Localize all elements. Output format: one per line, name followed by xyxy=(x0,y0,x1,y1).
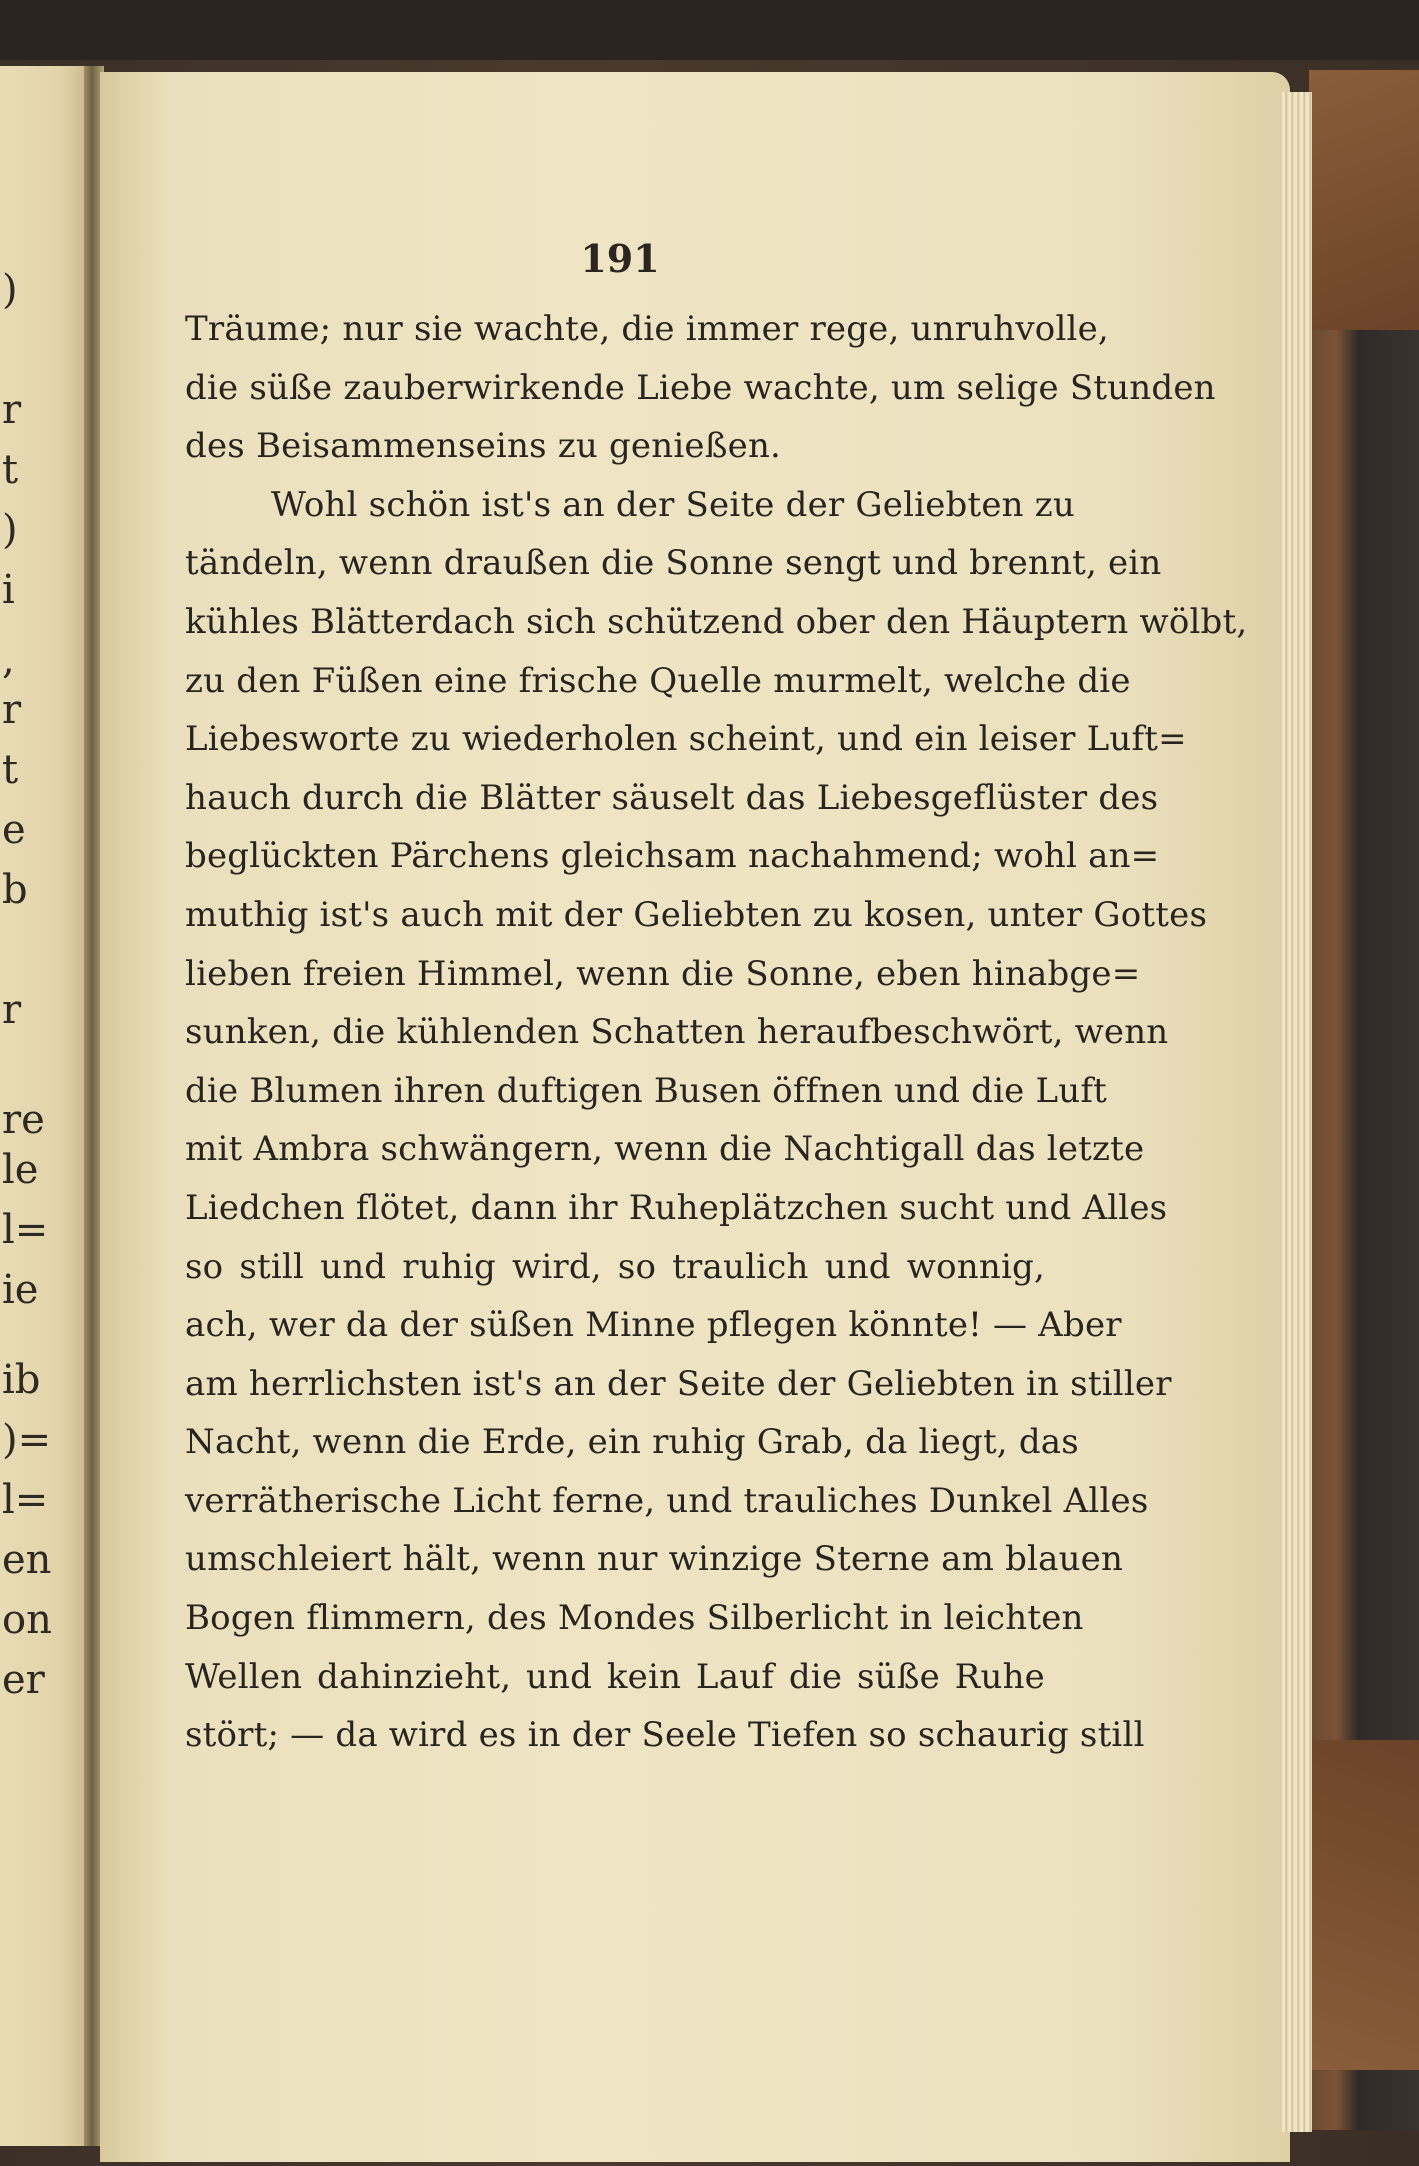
text-line: lieben freien Himmel, wenn die Sonne, eben hinabge= xyxy=(185,953,1141,994)
facing-page-fragment: le xyxy=(2,1147,39,1193)
text-line: sunken, die kühlenden Schatten heraufbeschwört, wenn xyxy=(185,1012,1169,1053)
text-line: umschleiert hält, wenn nur winzige Sterne am blauen xyxy=(185,1539,1124,1580)
text-line: hauch durch die Blätter säuselt das Liebesgeflüster des xyxy=(185,777,1159,818)
text-line: ach, wer da der süßen Minne pflegen könnte! — Aber xyxy=(185,1305,1122,1346)
facing-page-fragment: ie xyxy=(2,1267,39,1313)
text-line: kühles Blätterdach sich schützend ober den Häuptern wölbt, xyxy=(185,601,1248,642)
facing-page-fragment: i xyxy=(2,567,15,613)
facing-page-fragment: on xyxy=(2,1597,52,1643)
text-line: Träume; nur sie wachte, die immer rege, unruhvolle, xyxy=(185,309,1109,349)
facing-page-fragment: l= xyxy=(2,1207,49,1253)
text-line: Liebesworte zu wiederholen scheint, und ein leiser Luft= xyxy=(185,719,1187,760)
text-line: am herrlichsten ist's an der Seite der Geliebten in stiller xyxy=(185,1363,1172,1404)
text-line: muthig ist's auch mit der Geliebten zu kosen, unter Gottes xyxy=(185,894,1208,935)
facing-page-fragment: , xyxy=(2,637,15,683)
facing-page-fragment: r xyxy=(2,387,22,433)
facing-page-fragment: er xyxy=(2,1657,45,1703)
text-line: zu den Füßen eine frische Quelle murmelt, welche die xyxy=(185,660,1131,701)
text-line: tändeln, wenn draußen die Sonne sengt und brennt, ein xyxy=(185,543,1162,584)
text-line: Wohl schön ist's an der Seite der Geliebten zu xyxy=(271,484,1075,525)
facing-page xyxy=(0,66,88,2146)
leather-corner-bottom xyxy=(1309,1740,1419,2070)
facing-page-fragment: ) xyxy=(2,267,18,313)
facing-page-fragment: re xyxy=(2,1097,45,1143)
facing-page-fragment: r xyxy=(2,987,22,1033)
facing-page-fragment: t xyxy=(2,747,19,793)
text-line: mit Ambra schwängern, wenn die Nachtigall das letzte xyxy=(185,1129,1145,1170)
leather-corner-top xyxy=(1309,70,1419,330)
page-number: 191 xyxy=(580,236,660,281)
body-text xyxy=(185,300,1248,1765)
text-line: stört; — da wird es in der Seele Tiefen so schaurig still xyxy=(185,1715,1145,1756)
text-line: so still und ruhig wird, so traulich und wonnig, xyxy=(185,1246,1045,1287)
text-line: verrätherische Licht ferne, und trauliches Dunkel Alles xyxy=(185,1480,1149,1521)
text-line: Liedchen flötet, dann ihr Ruheplätzchen sucht und Alles xyxy=(185,1187,1168,1228)
facing-page-fragment: ib xyxy=(2,1357,41,1403)
facing-page-fragment: e xyxy=(2,807,26,853)
text-line: Wellen dahinzieht, und kein Lauf die süße Ruhe xyxy=(185,1656,1045,1697)
facing-page-fragment: r xyxy=(2,687,22,733)
facing-page-fragment: ) xyxy=(2,507,18,553)
facing-page-fragment: en xyxy=(2,1537,52,1583)
facing-page-fragment: b xyxy=(2,867,28,913)
text-line: beglückten Pärchens gleichsam nachahmend; wohl an= xyxy=(185,836,1160,877)
text-line: des Beisammenseins zu genießen. xyxy=(185,426,782,467)
text-line: Bogen flimmern, des Mondes Silberlicht in leichten xyxy=(185,1598,1084,1639)
page-edges xyxy=(1282,92,1312,2132)
facing-page-fragment: t xyxy=(2,447,19,493)
text-line: die Blumen ihren duftigen Busen öffnen und die Luft xyxy=(185,1070,1107,1111)
facing-page-fragment: )= xyxy=(2,1417,52,1463)
text-line: Nacht, wenn die Erde, ein ruhig Grab, da liegt, das xyxy=(185,1422,1079,1463)
facing-page-fragment: l= xyxy=(2,1477,49,1523)
text-line: die süße zauberwirkende Liebe wachte, um selige Stunden xyxy=(185,367,1216,408)
